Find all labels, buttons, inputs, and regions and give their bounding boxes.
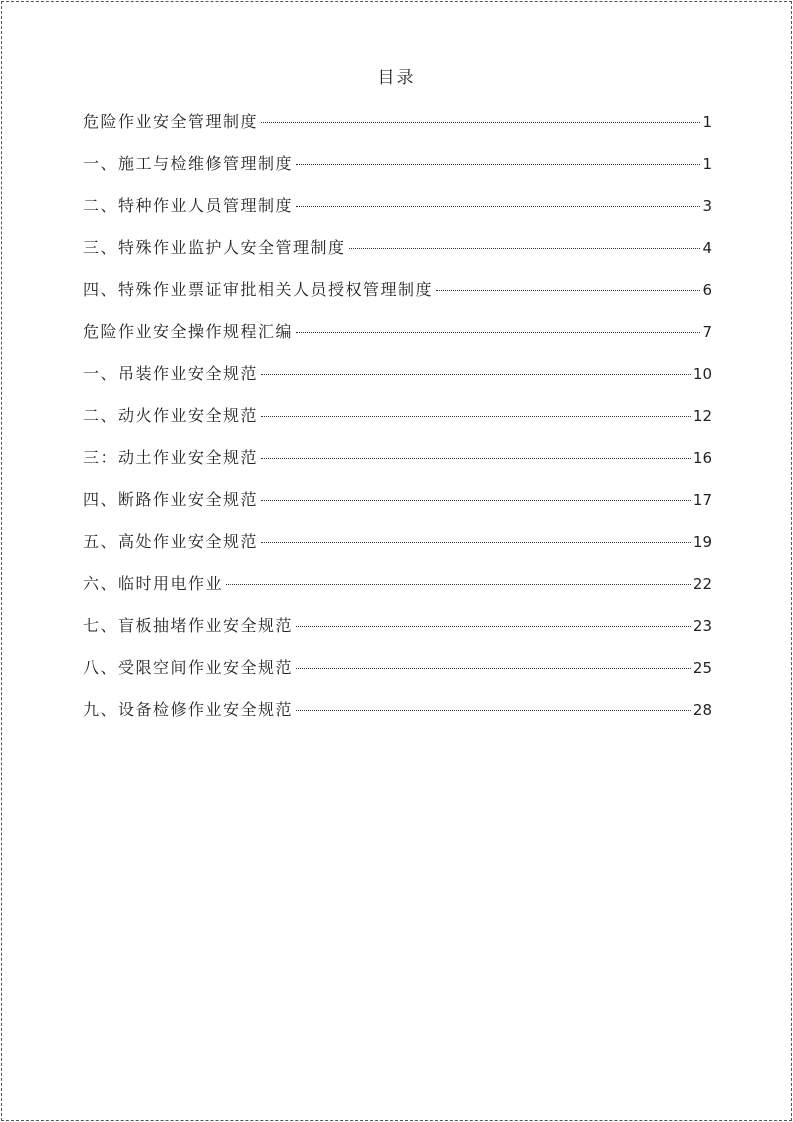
toc-dot-leader bbox=[261, 374, 691, 375]
toc-entry[interactable] bbox=[83, 572, 712, 614]
toc-entry-page-number: 23 bbox=[692, 617, 712, 635]
toc-entry-page-number: 25 bbox=[692, 659, 712, 677]
toc-entry-label: 一、施工与检维修管理制度 bbox=[83, 154, 294, 173]
toc-entry-label: 九、设备检修作业安全规范 bbox=[83, 700, 294, 719]
toc-dot-leader bbox=[349, 248, 701, 249]
toc-entry[interactable] bbox=[83, 404, 712, 446]
toc-entry[interactable] bbox=[83, 194, 712, 236]
toc-entry-label: 危险作业安全管理制度 bbox=[83, 112, 259, 131]
toc-entry-label: 危险作业安全操作规程汇编 bbox=[83, 322, 294, 341]
toc-entry-page-number: 10 bbox=[692, 365, 712, 383]
toc-entry-page-number: 17 bbox=[692, 491, 712, 509]
toc-entry-page-number: 12 bbox=[692, 407, 712, 425]
toc-entry-page-number: 1 bbox=[702, 155, 712, 173]
toc-dot-leader bbox=[296, 710, 691, 711]
toc-entry-label: 三：动土作业安全规范 bbox=[83, 448, 259, 467]
toc-entry-label: 七、盲板抽堵作业安全规范 bbox=[83, 616, 294, 635]
toc-entry-page-number: 4 bbox=[702, 239, 712, 257]
toc-dot-leader bbox=[296, 206, 700, 207]
toc-dot-leader bbox=[296, 332, 700, 333]
toc-entry-label: 四、断路作业安全规范 bbox=[83, 490, 259, 509]
toc-entry[interactable] bbox=[83, 446, 712, 488]
toc-dot-leader bbox=[261, 458, 691, 459]
toc-entry-page-number: 16 bbox=[692, 449, 712, 467]
toc-dot-leader bbox=[296, 668, 691, 669]
toc-dot-leader bbox=[261, 500, 691, 501]
toc-entry-label: 六、临时用电作业 bbox=[83, 574, 224, 593]
toc-entry-label: 二、动火作业安全规范 bbox=[83, 406, 259, 425]
toc-entry[interactable] bbox=[83, 236, 712, 278]
toc-entry-page-number: 19 bbox=[692, 533, 712, 551]
toc-dot-leader bbox=[296, 626, 691, 627]
toc-entry[interactable] bbox=[83, 614, 712, 656]
toc-entry[interactable] bbox=[83, 278, 712, 320]
toc-dot-leader bbox=[261, 542, 691, 543]
toc-entry[interactable] bbox=[83, 488, 712, 530]
page-title: 目录 bbox=[377, 68, 416, 88]
toc-entry[interactable] bbox=[83, 656, 712, 698]
toc-entry-label: 一、吊装作业安全规范 bbox=[83, 364, 259, 383]
toc-dot-leader bbox=[436, 290, 700, 291]
toc-dot-leader bbox=[296, 164, 700, 165]
toc-entry-label: 二、特种作业人员管理制度 bbox=[83, 196, 294, 215]
toc-entry[interactable] bbox=[83, 530, 712, 572]
toc-entry-label: 四、特殊作业票证审批相关人员授权管理制度 bbox=[83, 280, 434, 299]
toc-dot-leader bbox=[261, 122, 700, 123]
toc-entry[interactable] bbox=[83, 110, 712, 152]
toc-entry-page-number: 3 bbox=[702, 197, 712, 215]
toc-dot-leader bbox=[261, 416, 691, 417]
toc-entry-page-number: 7 bbox=[702, 323, 712, 341]
toc-entry[interactable] bbox=[83, 320, 712, 362]
toc-entry-label: 三、特殊作业监护人安全管理制度 bbox=[83, 238, 346, 257]
toc-list bbox=[83, 110, 712, 740]
toc-entry-page-number: 22 bbox=[692, 575, 712, 593]
toc-entry[interactable] bbox=[83, 362, 712, 404]
toc-dot-leader bbox=[226, 584, 691, 585]
toc-entry[interactable] bbox=[83, 152, 712, 194]
toc-entry-label: 五、高处作业安全规范 bbox=[83, 532, 259, 551]
toc-entry-page-number: 28 bbox=[692, 701, 712, 719]
toc-entry-label: 八、受限空间作业安全规范 bbox=[83, 658, 294, 677]
toc-entry-page-number: 6 bbox=[702, 281, 712, 299]
toc-entry-page-number: 1 bbox=[702, 113, 712, 131]
toc-entry[interactable] bbox=[83, 698, 712, 740]
